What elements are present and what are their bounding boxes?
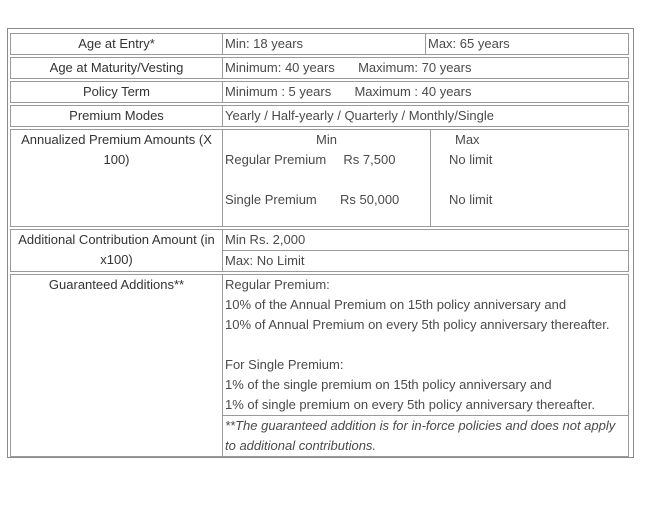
age-maturity-values bbox=[222, 57, 629, 79]
regular-premium-row bbox=[225, 150, 428, 170]
row-guaranteed-additions bbox=[10, 274, 629, 457]
single-premium-label: Single Premium bbox=[225, 192, 317, 207]
additional-min: Min Rs. 2,000 bbox=[223, 230, 628, 251]
additional-max: Max: No Limit bbox=[225, 253, 305, 268]
guaranteed-values bbox=[222, 274, 629, 457]
guaranteed-single-line2: 1% of single premium on every 5th policy anniversary thereafter. bbox=[225, 397, 595, 412]
age-entry-min: Min: 18 years bbox=[223, 34, 426, 54]
annualized-values bbox=[222, 129, 629, 227]
label-policy-term: Policy Term bbox=[10, 81, 222, 103]
age-maturity-max: Maximum: 70 years bbox=[358, 60, 472, 75]
premium-modes-value: Yearly / Half-yearly / Quarterly / Monthly/Single bbox=[222, 105, 629, 127]
label-age-at-maturity: Age at Maturity/Vesting bbox=[10, 57, 222, 79]
label-premium-modes: Premium Modes bbox=[10, 105, 222, 127]
annualized-min-header: Min bbox=[316, 132, 337, 147]
row-annualized-premium bbox=[10, 129, 629, 227]
policy-term-max: Maximum : 40 years bbox=[354, 84, 472, 99]
policy-term-values bbox=[222, 81, 629, 103]
guaranteed-single-heading: For Single Premium: bbox=[225, 357, 344, 372]
guaranteed-regular-line2: 10% of Annual Premium on every 5th policy anniversary thereafter. bbox=[225, 317, 610, 332]
age-maturity-min: Minimum: 40 years bbox=[225, 60, 335, 75]
label-additional-contribution: Additional Contribution Amount (in x100) bbox=[10, 229, 222, 272]
guaranteed-note: **The guaranteed addition is for in-force policies and does not apply to additional contributions. bbox=[223, 415, 628, 456]
regular-premium-min: Rs 7,500 bbox=[343, 152, 396, 167]
additional-values bbox=[222, 229, 629, 272]
regular-premium-label: Regular Premium bbox=[225, 152, 327, 167]
guaranteed-regular-line1: 10% of the Annual Premium on 15th policy anniversary and bbox=[225, 297, 567, 312]
row-age-at-maturity bbox=[10, 57, 629, 79]
row-age-at-entry bbox=[10, 33, 629, 55]
single-premium-max: No limit bbox=[449, 192, 493, 207]
age-entry-values bbox=[222, 33, 629, 55]
label-guaranteed-additions: Guaranteed Additions** bbox=[10, 274, 222, 457]
label-annualized-premium: Annualized Premium Amounts (X 100) bbox=[10, 129, 222, 227]
label-age-at-entry: Age at Entry* bbox=[10, 33, 222, 55]
row-premium-modes bbox=[10, 105, 629, 127]
policy-table bbox=[10, 31, 629, 459]
policy-term-min: Minimum : 5 years bbox=[225, 84, 332, 99]
row-additional-contribution bbox=[10, 229, 629, 272]
guaranteed-regular-heading: Regular Premium: bbox=[225, 277, 330, 292]
guaranteed-single-line1: 1% of the single premium on 15th policy anniversary and bbox=[225, 377, 552, 392]
single-premium-row bbox=[225, 190, 428, 210]
age-entry-max: Max: 65 years bbox=[428, 36, 510, 51]
annualized-max-header: Max bbox=[455, 132, 480, 147]
single-premium-min: Rs 50,000 bbox=[340, 192, 400, 207]
row-policy-term bbox=[10, 81, 629, 103]
policy-details-table bbox=[7, 28, 634, 458]
regular-premium-max: No limit bbox=[449, 152, 493, 167]
